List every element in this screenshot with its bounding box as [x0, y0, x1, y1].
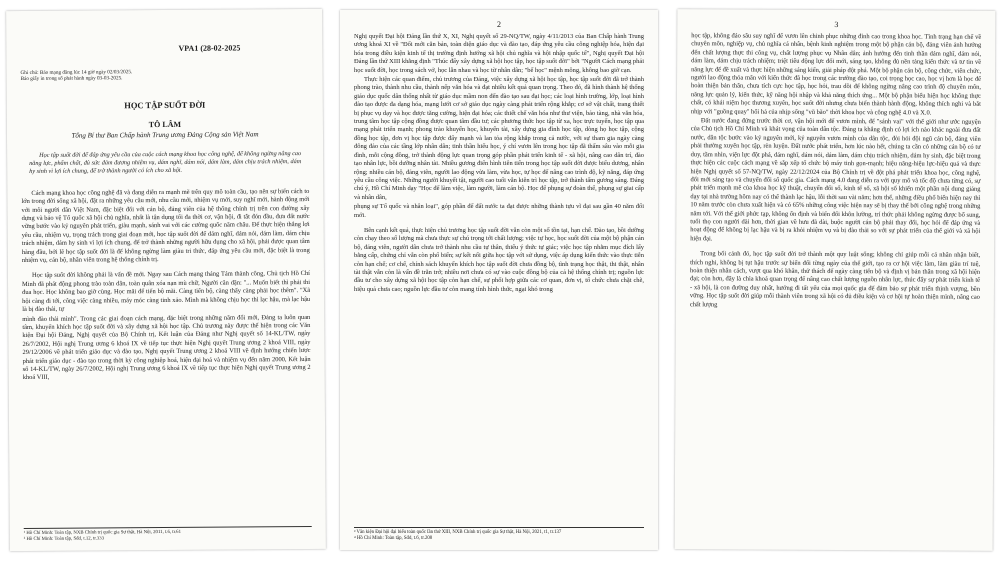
footnote: ² Hồ Chí Minh: Toàn tập, Sđd, t.12, tr.333 — [23, 536, 105, 542]
footnotes — [354, 527, 644, 542]
article-title: HỌC TẬP SUỐT ĐỜI — [124, 99, 206, 111]
paragraph: học tập, không đáo sâu suy nghĩ để vươn lên chinh phục những đỉnh cao trong khoa học. Tình trạng hạn chế về chuyên môn, nghiệp vụ, chủ nghĩa cá nhân, bệnh kinh nghiệm trong một bộ phận cán bộ, đảng viên ảnh hưởng đến chất lượng thực thi công vụ, chất lượng phục vụ Nhân dân; ảnh hưởng đến tinh thần dám nghĩ, dám nói, dám làm, dám chịu trách nhiệm; triệt tiêu động lực đổi mới, sáng tạo, không đủ nền tảng kiến thức và tư tin về năng lực để đề xuất và thực hiện những sáng kiến, giải pháp đột phá. Một bộ phận cán bộ, công chức, viên chức, người lao động thỏa mãn với kiến thức đã học trong các trường đào tạo, coi trọng học cao, học vị hơn là học để hoàn thiện bản thân, chưa tích cực học tập, học hỏi, trau dồi để không ngừng nâng cao trình độ chuyên môn, năng lực quản lý, kiến thức, kỹ năng hội nhập và khả năng thích ứng... Một bộ phận biểu hiện học không thực chất, có khái niệm học thương xuyên, học suốt đời nhưng chưa biến thành hành động, không thích nghi và bắt nhịp với "guồng quay" hối hả của nhịp sống "vũ bão" thời khoa học và công nghệ 4.0 và X.0. — [690, 32, 982, 117]
document-page-2 — [340, 10, 658, 550]
footnote: ⁴ Hồ Chí Minh: Toàn tập, Sđd, t.6, tr.208 — [354, 536, 433, 541]
paragraph: Đất nước đang đứng trước thời cơ, vận hội mới để vươn mình, để "sánh vai" với thế giới như ước nguyện của Chủ tịch Hồ Chí Minh và khát vọng của toàn dân tộc. Đảng ta khẳng định có lợi ích nào khác ngoài đưa đất nước, dân tộc bước vào kỷ nguyên mới, kỷ nguyên vươn mình của dân tộc, đòi hỏi đội ngũ cán bộ, đảng viên phải thường xuyên học tập, rèn luyện. Đất nước phát triển, hơn lúc nào hết, chúng ta cần có những cán bộ có tư duy, tầm nhìn, viện lực đột phá, dám nghĩ, dám nói, dám làm, dám chịu trách nhiệm, dám hy sinh, đặc biệt trong thực hiện các cuộc cách mạng về sắp xếp tổ chức bộ máy tinh gọn-mạnh; hiệu năng-hiệu lực-hiệu quả và thực hiện Nghị quyết số 57-NQ/TW, ngày 22/12/2024 của Bộ Chính trị về đột phá phát triển khoa học, công nghệ, đổi mới sáng tạo và chuyển đổi số quốc gia. Cách mạng 4.0 đang diễn ra với quy mô và tốc độ chưa từng có, sự phát triển mạnh mẽ của khoa học kỹ thuật, chuyển đổi số, kinh tế số, xã hội số khiến một phần nội dung giảng dạy tại nhà trường hôm nay có thể thành lạc hậu, lỗi thời sau vài năm; hơn thế, những điều phổ biến hiện nay thì 10 năm trước còn chưa xuất hiện và có 65% những công việc hiện nay sẽ bị thay thế bởi công nghệ trong những năm tới. Với thế giới phức tạp, không ổn định và biến đổi khôn lường, trí thức phải không ngừng được bổ sung, tuổi thọ con người dài hơn, thời gian về hưu đã dài, buộc người cán bộ phải thay đổi, học hỏi để đáp ứng và hoạt động để không bị lạc hậu và bị ra khỏi nhiệm vụ và bị đào thải so với sự phát triển của thế giới và xã hội hiện đại. — [690, 117, 981, 243]
publication-note-1: Ghi chú: Báo mạng đăng lúc 14 giờ ngày 02/03/2025. — [20, 69, 133, 77]
paragraph: Bên cạnh kết quả, thực hiện chủ trương học tập suốt đời vẫn còn một số tồn tại, hạn chế. Đào tạo, bồi dưỡng còn chạy theo số lượng mà chưa thực sự chú trọng tới chất lượng; việc tự học, học suốt đời của một bộ phận cán bộ, đảng viên, người dân chưa trở thành nhu cầu tự thân, thiếu ý thức tự giác; việc học tập nhằm mục đích lấy bằng cấp, chứng chỉ vẫn còn phổ biến; sự kết nối giữa học tập với sử dụng, việc áp dụng kiến thức vào thực tiễn còn hạn chế; cơ chế, chính sách khuyến khích học tập suốt đời chưa đồng bộ, tình trạng học thật, thi thật, nhân tài thật vẫn còn là vấn đề trăn trở; nhiều nơi chưa có sự vào cuộc đồng bộ của cả hệ thống chính trị; nguồn lực đầu tư cho xây dựng xã hội học tập còn hạn chế, sự phối hợp giữa các cơ quan, đơn vị, tổ chức chưa chặt chẽ, hiệu quả chưa cao; nguồn lực đầu tư còn mang tính hình thức, ngại khó trong — [354, 226, 644, 293]
footnote: ¹ Hồ Chí Minh: Toàn tập, NXB Chính trị quốc gia Sự thật, Hà Nội, 2011, t.6, tr.61 — [23, 529, 181, 536]
footnotes — [24, 526, 312, 543]
paragraph: Nghị quyết Đại hội Đảng lần thứ X, XI, Nghị quyết số 29-NQ/TW, ngày 4/11/2013 của Ban Chấp hành Trung ương khoá XI về "Đổi mới căn bản, toàn diện giáo dục và đào tạo, đáp ứng yêu cầu công nghiệp hóa, hiện đại hóa trong điều kiện kinh tế thị trường định hướng xã hội chủ nghĩa và hội nhập quốc tế", Nghị quyết Đại hội Đảng lần thứ XIII khẳng định "Thúc đẩy xây dựng xã hội học tập, học tập suốt đời" bởi "Người Cách mạng phải học suốt đời, học trong sách vở, học lẫn nhau và học từ nhân dân; "bế học" mệnh mông, không bao giờ cạn. — [354, 33, 644, 74]
paragraph: mình đào thải mình". Trong các giai đoạn cách mạng, đặc biệt trong những năm đổi mới, Đảng ta luôn quan tâm, khuyến khích học tập suốt đời và xây dựng xã hội học tập. Chủ trương này được thể hiện trong các Văn kiện Đại hội Đảng, Nghị quyết của Bộ Chính trị, Kết luận của Đảng như Nghị quyết số 14-KL/TW, ngày 26/7/2002, Hội nghị Trung ương 6 khoá IX về tiếp tục thực hiện Nghị quyết Trung ương 2 khoá VIII, ngày 29/12/2006 về phát triển giáo dục và đào tạo, Nghị quyết Trung ương 2 khoá VIII về định hướng chiến lược phát triển giáo dục - đào tạo trong thời kỳ công nghiệp hoá, hiện đại hoá và nhiệm vụ đến năm 2000, Kết luận số 14-KL/TW, ngày 26/7/2002, Hội nghị Trung ương 6 khoá IX về tiếp tục thực hiện Nghị quyết Trung ương 2 khoá VIII, — [22, 313, 311, 382]
paragraph: Trong bối cảnh đó, học tập suốt đời trở thành một quy luật sống; không chỉ giúp mỗi cá nhân nhận biết, thích nghi, không bị tụt hậu trước sự biến đổi từng ngày của thế giới, tạo ra cơ hội việc làm, làm giàu trí tuệ, hoàn thiện nhân cách, vượt qua khó khăn, thử thách để ngày càng tiến bộ và định vị bản thân trong xã hội hiện đại; còn hơn, đây là chìa khoá quan trọng để nâng cao chất lượng nguồn nhân lực, thúc đẩy sự phát triển kinh tế - xã hội, là con đường duy nhất, hướng đi tất yếu của mọi quốc gia để đảm bảo sự phát triển thịnh vượng, bền vững. Học tập suốt đời giúp mỗi thành viên trong xã hội có đủ điều kiện và cơ hội tự hoàn thiện mình, nâng cao chất lượng — [689, 250, 981, 308]
paragraph: Thực hiện các quan điểm, chủ trương của Đảng, việc xây dựng xã hội học tập, học tập suốt đời đã trở thành phong trào, thành nhu cầu, thành nếp văn hóa và đạt nhiều kết quả quan trọng. Theo đó, đã hình thành hệ thống giáo dục quốc dân thống nhất từ giáo dục mầm non đến đào tạo sau đại học; các loại hình trường, lớp, loại hình đào tạo được đa dạng hóa, mạng lưới cơ sở giáo dục ngày càng phát triển rộng khắp; cơ sở vật chất, trang thiết bị phục vụ dạy và học được tăng cường, hiện đại hóa; các thiết chế văn hóa như thư viện, bảo tàng, nhà văn hóa, trung tâm học tập cộng đồng được quan tâm đầu tư; các phương thức học tập từ xa, học trực tuyến, học tập qua mạng phát triển mạnh; phong trào khuyến học, khuyến tài, xây dựng gia đình học tập, dòng họ học tập, cộng đồng học tập, đơn vị học tập được đẩy mạnh và lan tỏa rộng khắp trong cả nước, với sự tham gia ngày càng đông đảo của các tầng lớp nhân dân; tinh thần hiếu học, ý chí vươn lên trong học tập đã thấm sâu vào mỗi gia đình, mỗi cộng đồng, trở thành động lực quan trọng góp phần phát triển kinh tế - xã hội, nâng cao dân trí, đào tạo nhân lực, bồi dưỡng nhân tài. Nhiều gương điển hình tiên tiến trong học tập suốt đời được biểu dương, nhân rộng; nhiều cán bộ, đảng viên, người lao động vừa làm, vừa học, tự học để nâng cao trình độ, kỹ năng, đáp ứng yêu cầu công việc. Những người khuyết tật, người cao tuổi vẫn kiên trì học tập, trở thành tấm gương sáng. Đáng chú ý, Hồ Chí Minh dạy "Học để làm việc, làm người, làm cán bộ. Học để phụng sự đoàn thể, phụng sự giai cấp và nhân dân, — [354, 76, 644, 201]
document-page-3 — [675, 9, 996, 551]
author-role: Tổng Bí thư Ban Chấp hành Trung ương Đảng Cộng sản Việt Nam — [71, 130, 259, 140]
paragraph: phụng sự Tổ quốc và nhân loại", góp phần để đất nước ta đạt được những thành tựu vĩ đại sau gần 40 năm đổi mới. — [354, 203, 644, 219]
article-summary: Học tập suốt đời để đáp ứng yêu cầu của cuộc cách mạng khoa học công nghệ, để không ngừng nâng cao năng lực, phẩm chất, đủ sức đảm đương nhiệm vụ, dám nghĩ, dám nói, dám làm, dám chịu trách nhiệm, dám hy sinh vì lợi ích chung, để trở thành người có ích cho xã hội. — [29, 149, 302, 175]
paragraph: Học tập suốt đời không phải là vấn đề mới. Ngay sau Cách mạng tháng Tám thành công, Chủ tịch Hồ Chí Minh đã phát động phong trào toàn dân, toàn quân xóa nạn mù chữ, Người căn dặn: "... Muốn biết thì phải thi đua học. Học không bao giờ cùng. Học mãi để tiến bộ mãi. Càng tiến bộ, càng thấy càng phải học thêm". "Xã hội càng đi tới, công việc càng nhiều, máy móc càng tinh xảo. Mình mà không chịu học thì lạc hậu, mà lạc hậu là bị đào thải, tự — [22, 270, 311, 314]
paragraph: Cách mạng khoa học công nghệ đã và đang diễn ra mạnh mẽ trên quy mô toàn cầu, tạo nên sự biến cách to lớn trong đời sống xã hội, đặt ra những yêu cầu mới, nhu cầu mới, nhiệm vụ mới, suy nghĩ mới, hành động mới với mỗi người dân Việt Nam, đặc biệt đối với cán bộ, đảng viên của hệ thống chính trị trên con đường xây dựng và bảo vệ Tổ quốc xã hội chủ nghĩa, nhất là tận dụng tối đa thời cơ, vận hội, đi tắt đón đầu, đưa đất nước vững bước vào kỷ nguyên phát triển, giàu mạnh, sánh vai với các cường quốc năm châu. Để thực hiện thắng lợi yêu cầu, nhiệm vụ, trọng trách trong giai đoạn mới, học tập suốt đời để dám nghĩ, dám nói, dám làm, dám chịu trách nhiệm, dám hy sinh vì lợi ích chung, để trở thành những người hữu dụng cho xã hội, phải được quan tâm hàng đầu, bởi lẽ học tập suốt đời là để không ngừng làm giàu tri thức, đáp ứng yêu cầu mới, đặc biệt là trong nhiệm vụ, cán bộ, nhân viên trong hệ thống chính trị. — [21, 187, 310, 265]
publication-note-2: Báo giấy in trong số phát hành ngày 03-03-2025. — [20, 75, 123, 83]
footnote: ³ Văn kiện Đại hội đại biểu toàn quốc lần thứ XIII, NXB Chính trị quốc gia Sự thật, Hà Nội, 2021, t1, tr.137 — [354, 530, 562, 535]
page-number: 3 — [834, 19, 839, 30]
document-code: VPA1 (28-02-2025 — [178, 43, 241, 53]
author-name: TÔ LÂM — [148, 119, 182, 129]
document-page-1 — [6, 9, 326, 551]
page-number: 2 — [497, 20, 501, 29]
